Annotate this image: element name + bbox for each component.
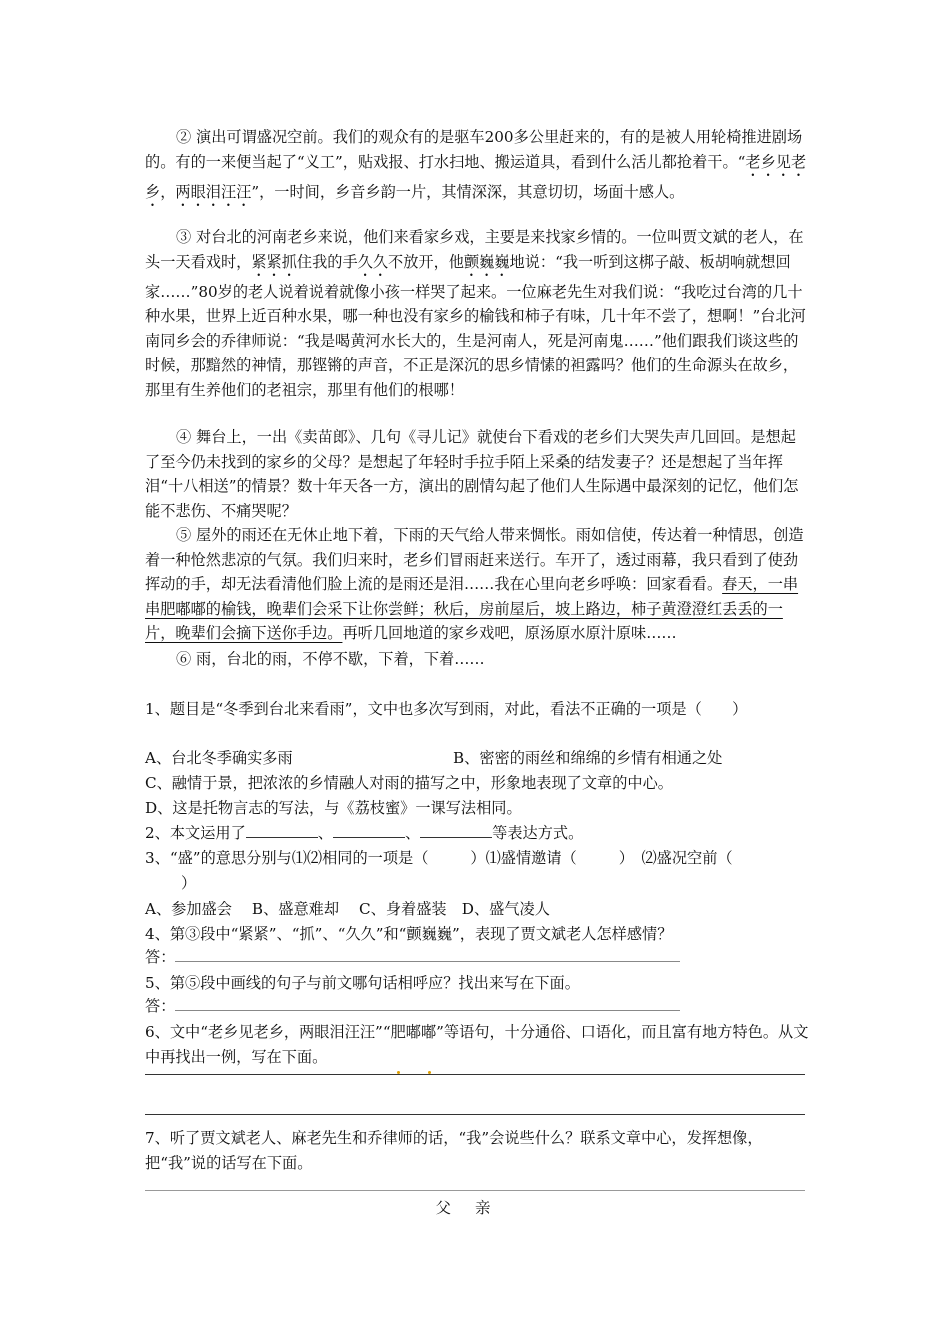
q7-answer-line[interactable] [145, 1190, 805, 1191]
q3-close-paren: ） [181, 874, 197, 892]
paragraph-2 [145, 125, 810, 210]
q5-answer-line[interactable] [175, 996, 680, 1011]
q3-options: A、参加盛会 B、盛意难却 C、身着盛装 D、盛气凌人 [145, 900, 550, 918]
q2-blank-3[interactable] [420, 823, 492, 838]
paragraph-3 [145, 225, 810, 403]
question-1: 1、题目是“冬季到台北来看雨”，文中也多次写到雨，对此，看法不正确的一项是（ ） [145, 700, 748, 718]
q1-option-b: B、密密的雨丝和绵绵的乡情有相通之处 [453, 749, 723, 767]
marker-dot [428, 1071, 431, 1074]
q3-item-1: ）⑴盛情邀请（ [470, 849, 577, 867]
paragraph-5 [145, 523, 810, 646]
q2-separator-1: 、 [317, 824, 333, 842]
marker-dot [397, 1071, 400, 1074]
q1-option-d: D、这是托物言志的写法，与《荔枝蜜》一课写法相同。 [145, 799, 522, 817]
q2-suffix: 等表达方式。 [492, 824, 584, 842]
question-3 [145, 846, 733, 871]
q6-answer-line-1[interactable] [145, 1074, 805, 1075]
question-2 [145, 821, 583, 846]
q3-item-2-paren [145, 871, 196, 896]
q3-prefix: 3、“盛”的意思分别与⑴⑵相同的一项是（ [145, 849, 429, 867]
paragraph-5-text: ⑤ 屋外的雨还在无休止地下着，下雨的天气给人带来惆怅。雨如信使，传达着一种情思，创造着一种怆然悲凉的气氛。我们归来时，老乡们冒雨赶来送行。车开了，透过雨幕，我只看到了使劲挥动的手，却无法看清他们脸上流的是雨还是泪……我在心里向老乡呼唤：回家看看。 [145, 526, 804, 594]
question-6: 6、文中“老乡见老乡，两眼泪汪汪”“肥嘟嘟”等语句，十分通俗、口语化，而且富有地方特色。从文中再找出一例，写在下面。 [145, 1023, 809, 1066]
q5-answer-label: 答： [145, 997, 176, 1015]
paragraph-2-text: ② 演出可谓盛况空前。我们的观众有的是驱车200多公里赶来的，有的是被人用轮椅推进剧场的。有的一来便当起了“义工”，贴戏报、打水扫地、搬运道具，看到什么活儿都抢着干。 [145, 128, 803, 171]
q4-answer-label: 答： [145, 948, 176, 966]
q6-answer-line-2[interactable] [145, 1114, 805, 1115]
paragraph-4: ④ 舞台上，一出《卖苗郎》、几句《寻儿记》就使台下看戏的老乡们大哭失声几回回。是想起了至今仍未找到的家乡的父母？是想起了年轻时手拉手陌上采桑的结发妻子？还是想起了当年挥泪“十八相送”的情景？数十年天各一方，演出的剧情勾起了他们人生际遇中最深刻的记忆，他们怎能不悲伤、不痛哭呢？ [145, 428, 799, 520]
emphasized-word-jinjin: 紧紧 [251, 252, 282, 271]
q5-answer-row [145, 994, 680, 1019]
q1-option-c: C、融情于景，把浓浓的乡情融人对雨的描写之中，形象地表现了文章的中心。 [145, 774, 673, 792]
q3-item-2: ） ⑵盛况空前（ [618, 849, 733, 867]
q4-answer-line[interactable] [175, 947, 680, 962]
question-7: 7、听了贾文斌老人、麻老先生和乔律师的话，“我”会说些什么？联系文章中心，发挥想像，把“我”说的话写在下面。 [145, 1129, 763, 1172]
q4-answer-row [145, 945, 680, 970]
paragraph-5-tail: 再听几回地道的家乡戏吧，原汤原水原汁原味…… [342, 624, 677, 643]
paragraph-3-text: ③ 对台北的河南老乡来说，他们来看家乡戏，主要是来找家乡情的。一位叫贾文斌的老人，在头一天看戏时， [145, 228, 804, 271]
emphasized-word-zhua: 抓 [281, 252, 297, 271]
paragraph-6: ⑥ 雨，台北的雨，不停不歇，下着，下着…… [176, 650, 485, 668]
q2-separator-2: 、 [404, 824, 421, 842]
underlined-sentence: 春天，一串串肥嘟嘟的榆钱，晚辈们会采下让你尝鲜；秋后，房前屋后，坡上路边，柿子黄澄澄红丢丢的一片，晚辈们会摘下送你手边。 [145, 575, 799, 643]
question-5: 5、第⑤段中画线的句子与前文哪句话相呼应？找出来写在下面。 [145, 974, 580, 992]
q2-prefix: 2、本文运用了 [145, 824, 246, 842]
emphasized-word-chanweiwei: 颤巍巍 [463, 252, 510, 271]
next-article-title: 父亲 [435, 1199, 515, 1217]
paragraph-3-text-b: 住我的手 [296, 252, 358, 271]
emphasized-word-jiujiu: 久久 [357, 252, 388, 271]
q2-blank-1[interactable] [246, 823, 318, 838]
paragraph-2-tail: ，一时间，乡音乡韵一片，其情深深，其意切切，场面十感人。 [259, 182, 685, 201]
q2-blank-2[interactable] [333, 823, 405, 838]
question-4: 4、第③段中“紧紧”、“抓”、“久久”和“颤巍巍”，表现了贾文斌老人怎样感情？ [145, 925, 673, 943]
q1-option-a: A、台北冬季确实多雨 [145, 749, 293, 767]
paragraph-3-text-d: 地说：“我一听到这梆子敲、板胡响就想回家……”80岁的老人说着说着就像小孩一样哭了起来。一位麻老先生对我们说：“我吃过台湾的几十种水果，世界上近百种水果，哪一种也没有家乡的榆钱和柿子有味，几十年不尝了，想啊！”台北河南同乡会的乔律师说：“我是喝黄河水长大的，生是河南人，死是河南鬼……”他们跟我们谈这些的时候，那黯然的神情，那铿锵的声音，不正是深沉的思乡情愫的袒露吗？他们的生命源头在故乡，那里有生养他们的老祖宗，那里有他们的根哪！ [145, 252, 806, 399]
paragraph-3-text-c: 不放开，他 [388, 252, 464, 271]
emphasized-quote: “老乡见老乡，两眼泪汪汪” [145, 152, 807, 201]
